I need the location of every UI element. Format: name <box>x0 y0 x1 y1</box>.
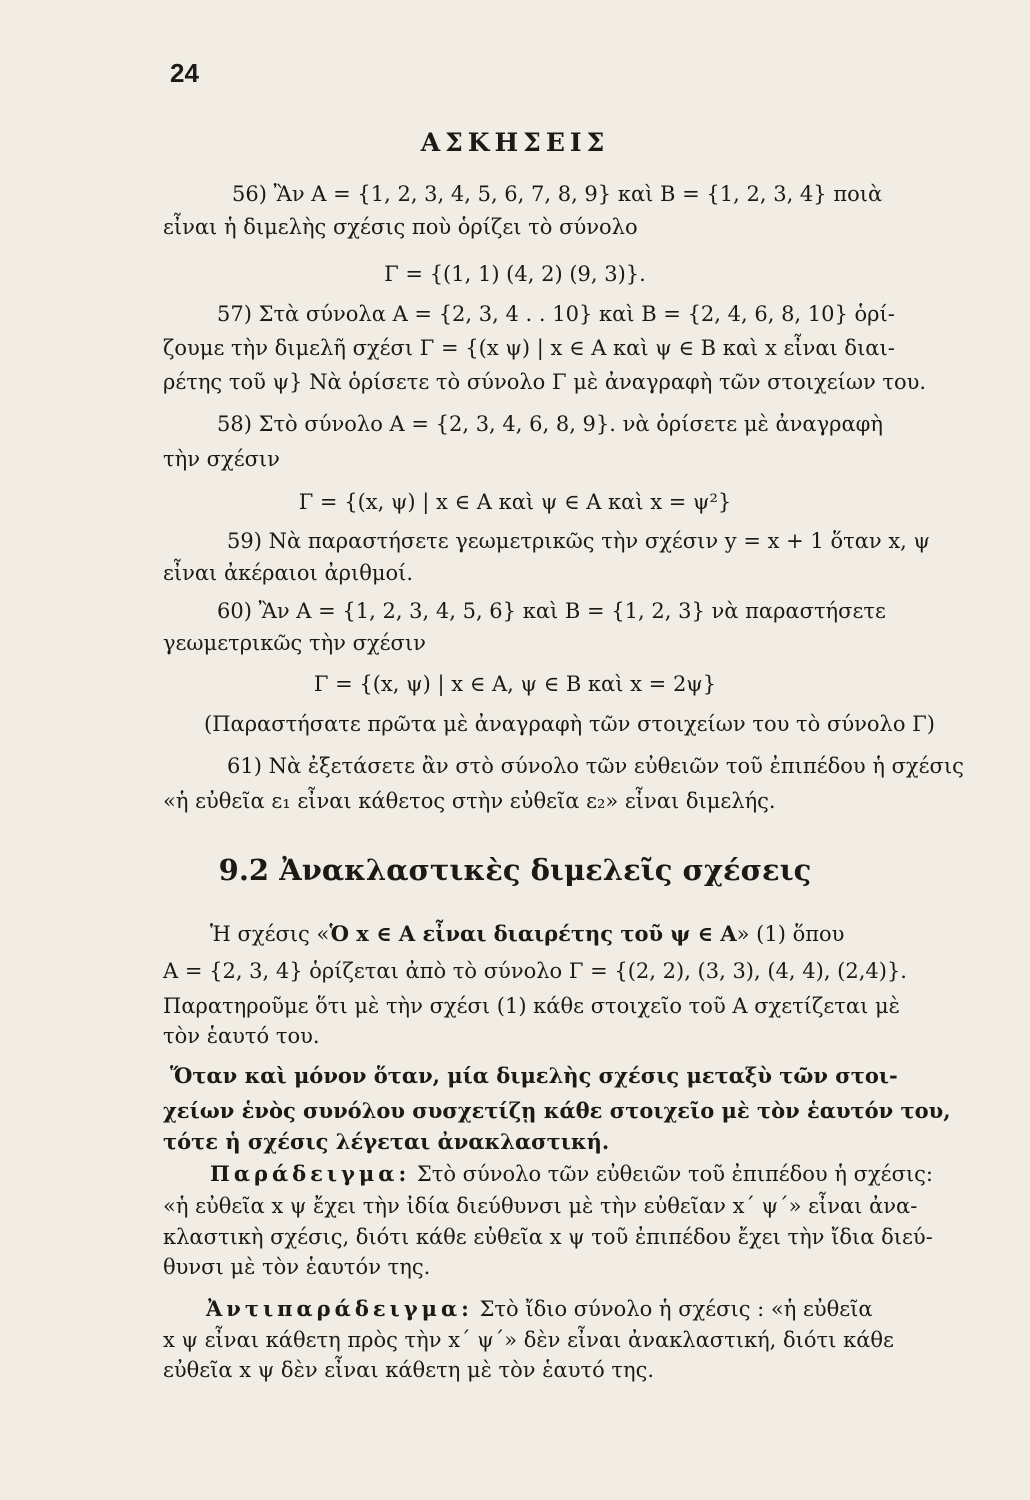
definition-line-3: τότε ἡ σχέσις λέγεται ἀνακλαστική. <box>163 1129 610 1154</box>
counterexample-label: Ἀντιπαράδειγμα: <box>206 1296 473 1321</box>
counterexample-line-2: x ψ εἶναι κάθετη πρὸς τὴν x΄ ψ΄» δὲν εἶναι ἀνακλαστική, διότι κάθε <box>163 1328 894 1352</box>
definition-line-1: Ὅταν καὶ μόνον ὅταν, μία διμελὴς σχέσις μεταξὺ τῶν στοι- <box>170 1063 898 1088</box>
exercise-60-line-1: 60) Ἂν Α = {1, 2, 3, 4, 5, 6} καὶ Β = {1, 2, 3} νὰ παραστήσετε <box>217 599 886 623</box>
counterexample-line-1-text: Στὸ ἴδιο σύνολο ἡ σχέσις : «ἡ εὐθεῖα <box>472 1297 873 1321</box>
example-line-1 <box>210 1160 933 1188</box>
exercise-60-note: (Παραστήσατε πρῶτα μὲ ἀναγραφὴ τῶν στοιχείων του τὸ σύνολο Γ) <box>204 712 935 736</box>
intro-line-4: τὸν ἑαυτό του. <box>163 1024 320 1048</box>
page-number: 24 <box>170 58 199 88</box>
exercise-59-line-2: εἶναι ἀκέραιοι ἀριθμοί. <box>163 561 414 585</box>
exercise-56-line-2: εἶναι ἡ διμελὴς σχέσις ποὺ ὁρίζει τὸ σύνολο <box>163 215 638 239</box>
example-label: Παράδειγμα: <box>210 1161 411 1186</box>
counterexample-line-3 <box>163 1356 654 1384</box>
intro-relation-bold: Ὁ x ∈ Α εἶναι διαιρέτης τοῦ ψ ∈ Α <box>329 921 737 946</box>
intro-line-3: Παρατηροῦμε ὅτι μὲ τὴν σχέσι (1) κάθε στοιχεῖο τοῦ Α σχετίζεται μὲ <box>163 994 900 1018</box>
exercise-59-line-1: 59) Νὰ παραστήσετε γεωμετρικῶς τὴν σχέσιν y = x + 1 ὅταν x, ψ <box>227 529 930 553</box>
example-line-3: κλαστικὴ σχέσις, διότι κάθε εὐθεῖα x ψ τοῦ ἐπιπέδου ἔχει τὴν ἴδια διεύ- <box>163 1225 933 1249</box>
example-line-4: θυνσι μὲ τὸν ἑαυτόν της. <box>163 1255 431 1279</box>
exercises-heading: ΑΣΚΗΣΕΙΣ <box>420 128 610 157</box>
exercise-57-line-1: 57) Στὰ σύνολα Α = {2, 3, 4 . . 10} καὶ Β = {2, 4, 6, 8, 10} ὁρί- <box>217 302 895 326</box>
counterexample-line-1 <box>206 1295 873 1323</box>
exercise-56-line-1: 56) Ἂν Α = {1, 2, 3, 4, 5, 6, 7, 8, 9} καὶ Β = {1, 2, 3, 4} ποιὰ <box>232 182 883 206</box>
exercise-58-formula: Γ = {(x, ψ) | x ∈ Α καὶ ψ ∈ Α καὶ x = ψ²} <box>298 490 732 514</box>
section-title: 9.2 Ἀνακλαστικὲς διμελεῖς σχέσεις <box>218 853 812 887</box>
intro-line-2: Α = {2, 3, 4} ὁρίζεται ἀπὸ τὸ σύνολο Γ = {(2, 2), (3, 3), (4, 4), (2,4)}. <box>163 959 907 983</box>
exercise-60-formula: Γ = {(x, ψ) | x ∈ Α, ψ ∈ Β καὶ x = 2ψ} <box>313 672 717 696</box>
exercise-56-formula: Γ = {(1, 1) (4, 2) (9, 3)}. <box>384 262 646 286</box>
example-line-1-text: Στὸ σύνολο τῶν εὐθειῶν τοῦ ἐπιπέδου ἡ σχέσις: <box>410 1162 933 1186</box>
intro-line-1 <box>210 920 844 948</box>
example-line-2: «ἡ εὐθεῖα x ψ ἔχει τὴν ἰδία διεύθυνσι μὲ τὴν εὐθεῖαν x΄ ψ΄» εἶναι ἀνα- <box>163 1194 918 1218</box>
exercise-57-line-3: ρέτης τοῦ ψ} Νὰ ὁρίσετε τὸ σύνολο Γ μὲ ἀναγραφὴ τῶν στοιχείων του. <box>163 370 927 394</box>
counterexample-line-3-text: εὐθεῖα x ψ δὲν εἶναι κάθετη μὲ τὸν ἑαυτό της. <box>163 1358 655 1382</box>
intro-line-1-start: Ἡ σχέσις « <box>210 922 330 946</box>
exercise-60-line-2: γεωμετρικῶς τὴν σχέσιν <box>163 631 426 655</box>
exercise-58-line-2: τὴν σχέσιν <box>163 447 280 471</box>
exercise-61-line-2: «ἡ εὐθεῖα ε₁ εἶναι κάθετος στὴν εὐθεῖα ε₂» εἶναι διμελής. <box>163 789 776 813</box>
intro-line-1-end: » (1) ὅπου <box>736 922 845 946</box>
definition-line-2: χείων ἑνὸς συνόλου συσχετίζῃ κάθε στοιχεῖο μὲ τὸν ἑαυτόν του, <box>163 1098 951 1123</box>
exercise-61-line-1: 61) Νὰ ἐξετάσετε ἂν στὸ σύνολο τῶν εὐθειῶν τοῦ ἐπιπέδου ἡ σχέσις <box>227 754 964 778</box>
exercise-57-line-2: ζουμε τὴν διμελῆ σχέσι Γ = {(x ψ) | x ∈ Α καὶ ψ ∈ Β καὶ x εἶναι διαι- <box>163 336 895 360</box>
exercise-58-line-1: 58) Στὸ σύνολο Α = {2, 3, 4, 6, 8, 9}. νὰ ὁρίσετε μὲ ἀναγραφὴ <box>217 412 883 436</box>
